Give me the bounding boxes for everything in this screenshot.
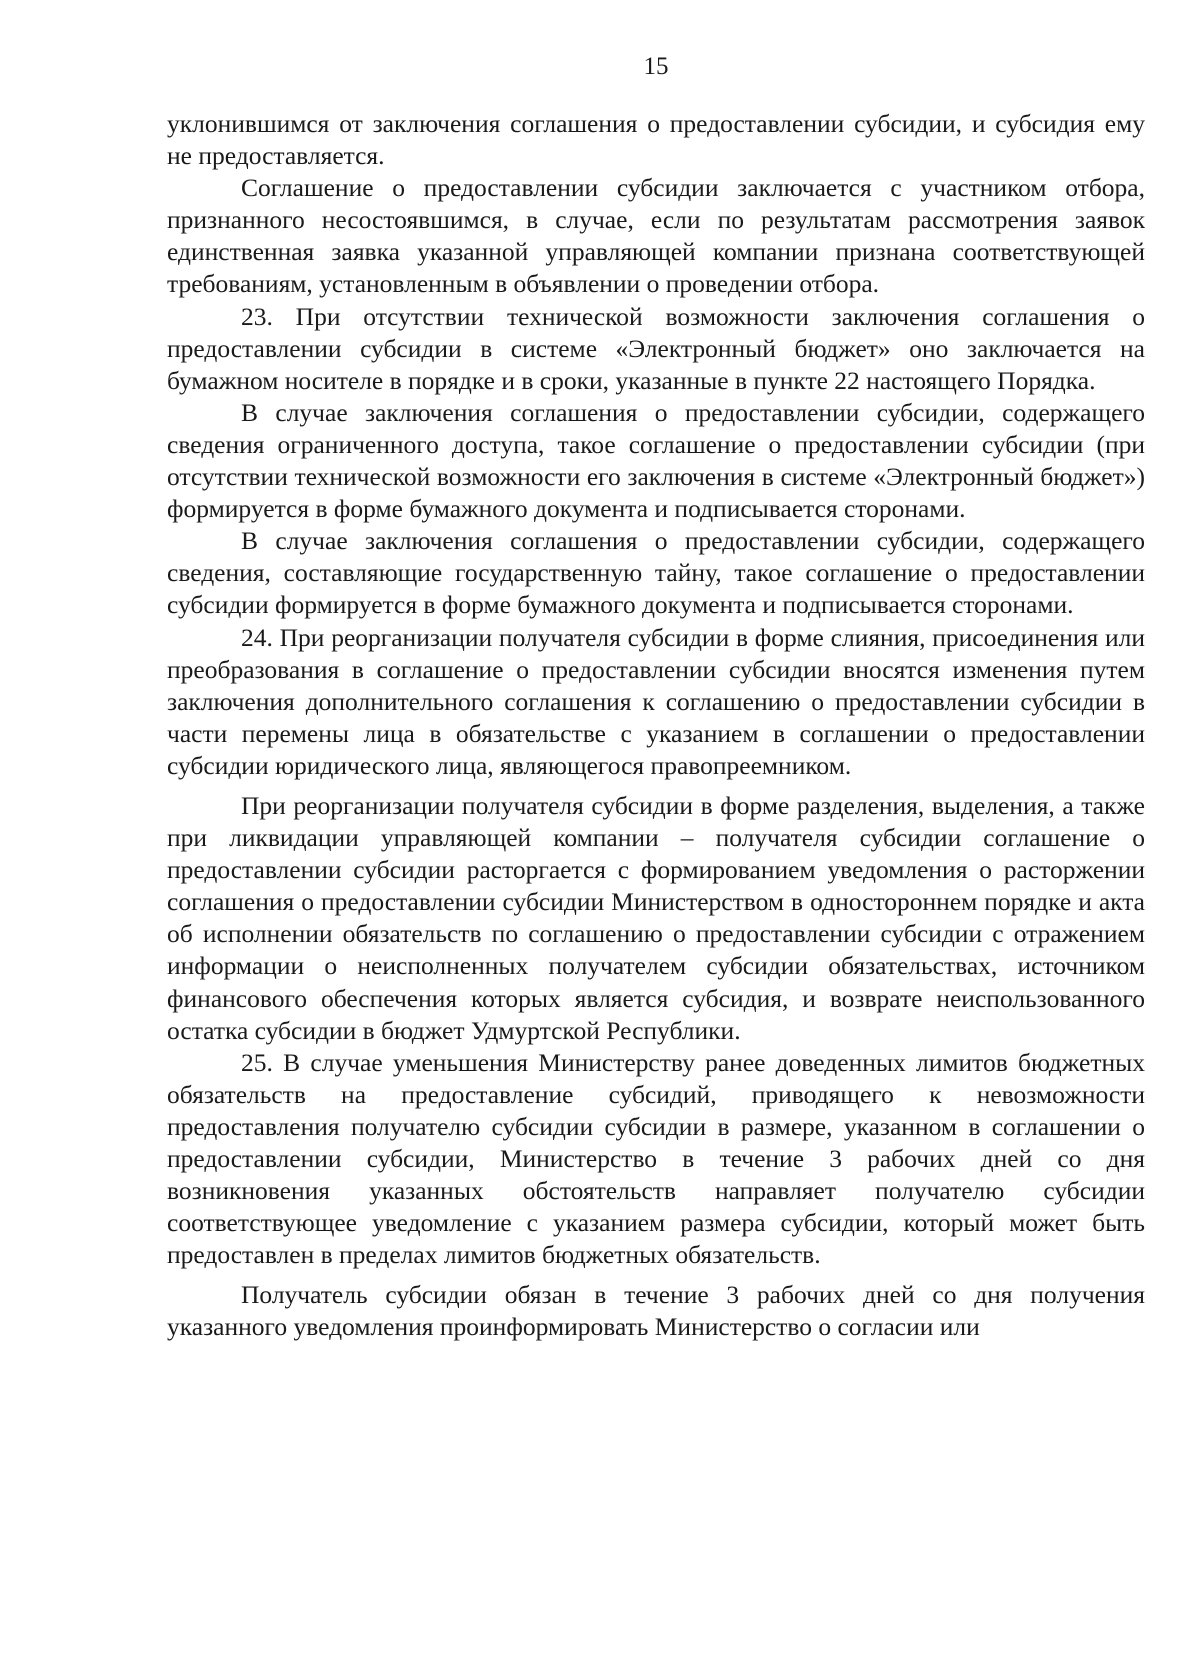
paragraph-restricted-access: В случае заключения соглашения о предоставлении субсидии, содержащего сведения ограниченного доступа, такое соглашение о предоставлении субсидии (при отсутствии технической возможности его заключения в системе «Электронный бюджет») формируется в форме бумажного документа и подписывается сторонами.: [167, 397, 1145, 524]
page-number: 15: [643, 53, 669, 80]
paragraph-item-25: 25. В случае уменьшения Министерству ранее доведенных лимитов бюджетных обязательств на предоставление субсидий, приводящего к невозможности предоставления получателю субсидии субсидии в размере, указанном в соглашении о предоставлении субсидии, Министерство в течение 3 рабочих дней со дня возникновения указанных обстоятельств направляет получателю субсидии соответствующее уведомление с указанием размера субсидии, который может быть предоставлен в пределах лимитов бюджетных обязательств.: [167, 1047, 1145, 1270]
paragraph-item-24: 24. При реорганизации получателя субсидии в форме слияния, присоединения или преобразования в соглашение о предоставлении субсидии вносятся изменения путем заключения дополнительного соглашения к соглашению о предоставлении субсидии в части перемены лица в обязательстве с указанием в соглашении о предоставлении субсидии юридического лица, являющегося правопреемником.: [167, 622, 1145, 780]
paragraph-continuation: уклонившимся от заключения соглашения о предоставлении субсидии, и субсидия ему не предоставляется.: [167, 109, 1145, 171]
paragraph-state-secret: В случае заключения соглашения о предоставлении субсидии, содержащего сведения, составляющие государственную тайну, такое соглашение о предоставлении субсидии формируется в форме бумажного документа и подписывается сторонами.: [167, 526, 1145, 620]
document-body: [167, 108, 1145, 1344]
paragraph-reorganization-termination: При реорганизации получателя субсидии в форме разделения, выделения, а также при ликвидации управляющей компании – получателя субсидии соглашение о предоставлении субсидии расторгается с формированием уведомления о расторжении соглашения о предоставлении субсидии Министерством в одностороннем порядке и акта об исполнении обязательств по соглашению о предоставлении субсидии с отражением информации о неисполненных получателем субсидии обязательствах, источником финансового обеспечения которых является субсидия, и возврате неиспользованного остатка субсидии в бюджет Удмуртской Республики.: [167, 790, 1145, 1045]
paragraph-agreement-failed-selection: Соглашение о предоставлении субсидии заключается с участником отбора, признанного несостоявшимся, в случае, если по результатам рассмотрения заявок единственная заявка указанной управляющей компании признана соответствующей требованиям, установленным в объявлении о проведении отбора.: [167, 173, 1145, 299]
paragraph-item-23: 23. При отсутствии технической возможности заключения соглашения о предоставлении субсидии в системе «Электронный бюджет» оно заключается на бумажном носителе в порядке и в сроки, указанные в пункте 22 настоящего Порядка.: [167, 301, 1145, 395]
paragraph-recipient-obligation: Получатель субсидии обязан в течение 3 рабочих дней со дня получения указанного уведомления проинформировать Министерство о согласии или: [167, 1280, 1145, 1342]
